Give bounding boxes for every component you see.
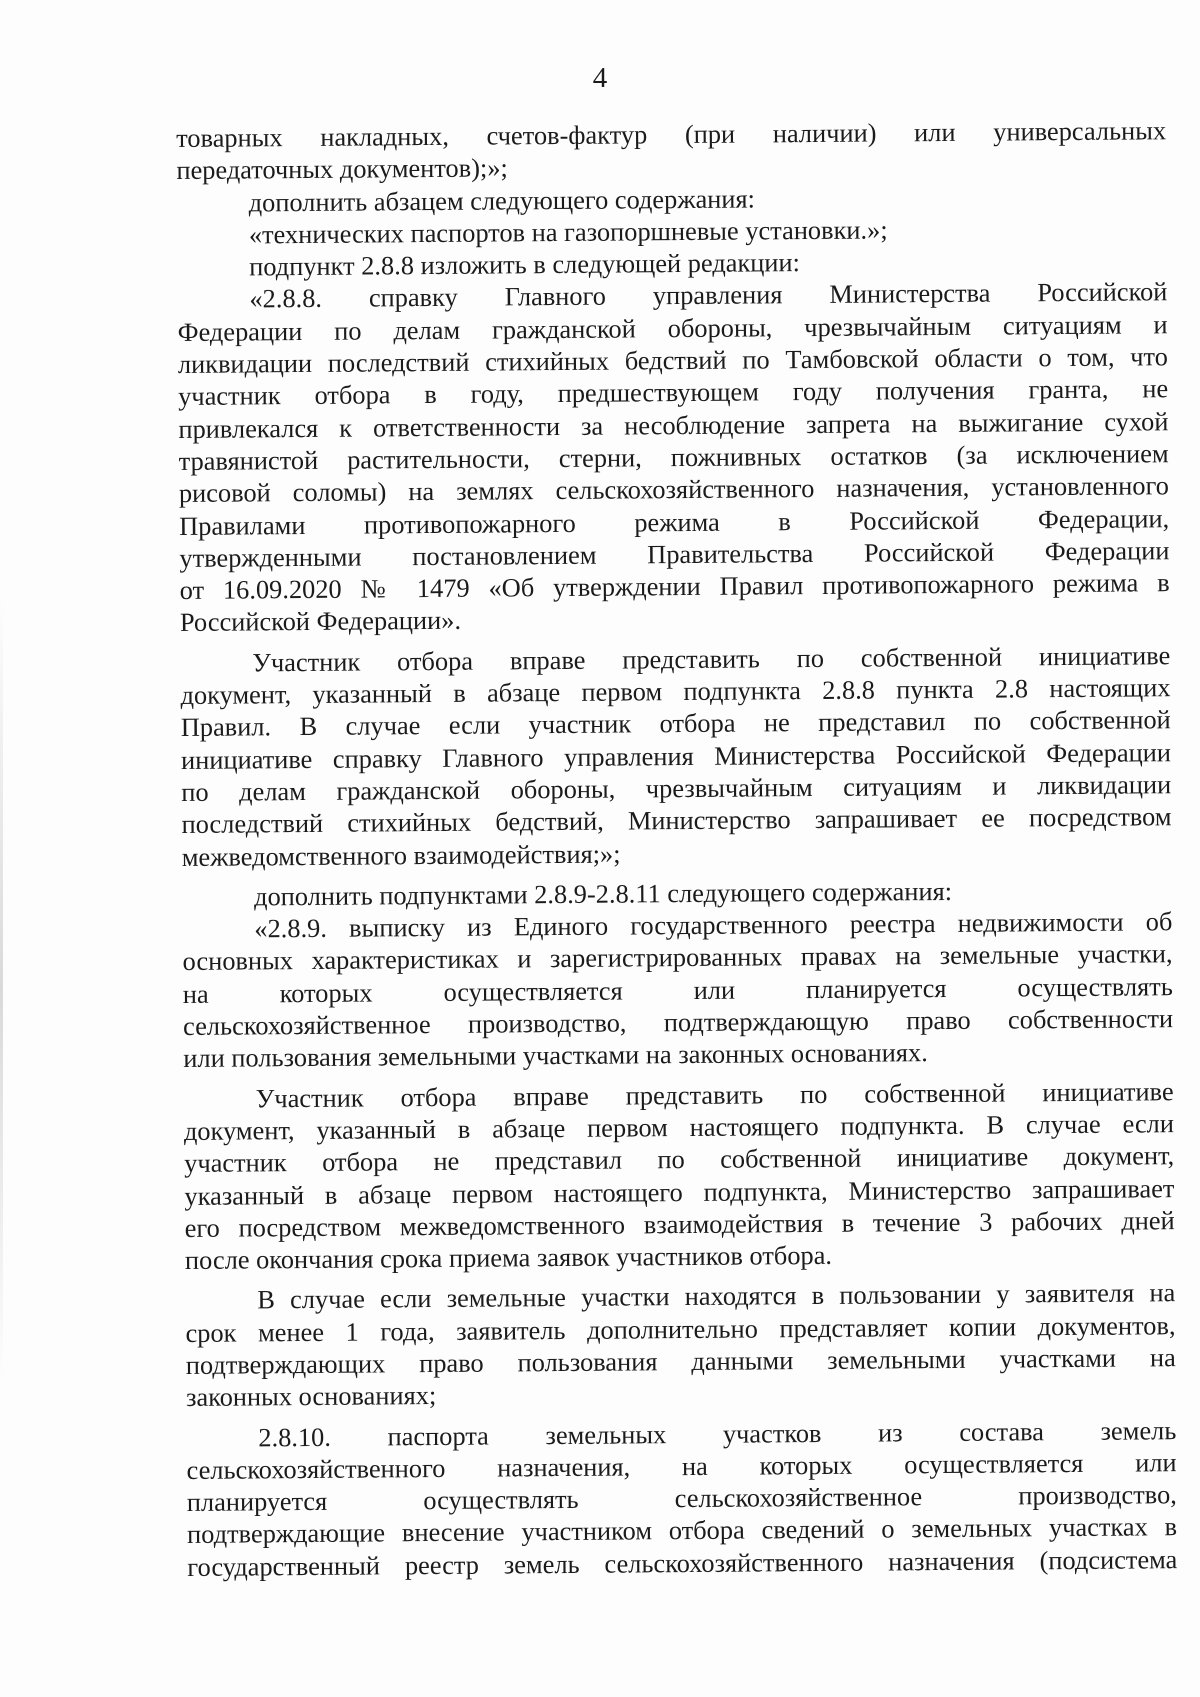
- text-line: 2.8.10. паспорта земельных участков из состава земель: [258, 1414, 1177, 1452]
- text-line: законных основаниях;: [185, 1380, 437, 1413]
- text-line: привлекался к ответственности за несоблюдение запрета на выжигание сухой: [178, 405, 1169, 444]
- text-line: подтверждающих право пользования данными земельными участками на: [185, 1342, 1176, 1380]
- text-line: участник отбора не представил по собственной инициативе документ,: [184, 1140, 1175, 1179]
- text-line: подтверждающие внесение участником отбора сведений о земельных участках в: [186, 1511, 1178, 1550]
- text-line: инициативе справку Главного управления Министерства Российской Федерации: [180, 736, 1172, 775]
- text-line: государственный реестр земель сельскохозяйственного назначения (подсистема: [187, 1543, 1178, 1582]
- text-line: «технических паспортов на газопоршневые установки.»;: [248, 214, 888, 250]
- text-line: Российской Федерации».: [179, 605, 462, 638]
- text-line: Участник отбора вправе представить по собственной инициативе: [255, 1075, 1174, 1114]
- text-line: сельскохозяйственное производство, подтверждающую право собственности: [182, 1003, 1174, 1041]
- scan-edge-shadow: [0, 600, 3, 1380]
- text-line: документ, указанный в абзаце первом подпункта 2.8.8 пункта 2.8 настоящих: [180, 672, 1171, 711]
- text-line: ликвидации последствий стихийных бедствий по Тамбовской области о том, что: [177, 341, 1168, 380]
- page-number: 4: [592, 62, 608, 94]
- text-line: В случае если земельные участки находятся в пользовании у заявителя на: [257, 1277, 1176, 1315]
- text-line: подпункт 2.8.8 изложить в следующей редакции:: [249, 247, 801, 282]
- text-line: его посредством межведомственного взаимодействия в течение 3 рабочих дней: [184, 1204, 1175, 1243]
- text-line: последствий стихийных бедствий, Министерство запрашивает ее посредством: [181, 801, 1172, 840]
- text-line: основных характеристиках и зарегистрированных правах на земельные участки,: [182, 938, 1173, 977]
- text-line: срок менее 1 года, заявитель дополнительно представляет копии документов,: [185, 1309, 1176, 1348]
- text-line: «2.8.8. справку Главного управления Министерства Российской: [249, 276, 1168, 314]
- text-line: товарных накладных, счетов-фактур (при наличии) или универсальных: [176, 115, 1167, 153]
- text-line: по делам гражданской обороны, чрезвычайным ситуациям и ликвидации: [181, 769, 1172, 807]
- text-line: документ, указанный в абзаце первом настоящего подпункта. В случае если: [183, 1108, 1175, 1146]
- text-line: дополнить подпунктами 2.8.9-2.8.11 следующего содержания:: [253, 875, 953, 912]
- text-line: Федерации по делам гражданской обороны, чрезвычайным ситуациям и: [177, 308, 1168, 347]
- text-line: планируется осуществлять сельскохозяйственное производство,: [186, 1479, 1177, 1518]
- text-line: Участник отбора вправе представить по собственной инициативе: [252, 639, 1171, 678]
- text-line: дополнить абзацем следующего содержания:: [248, 183, 756, 218]
- text-line: на которых осуществляется или планируется осуществлять: [182, 970, 1173, 1009]
- text-line: Правил. В случае если участник отбора не представил по собственной: [180, 704, 1171, 743]
- text-line: травянистой растительности, стерни, пожнивных остатков (за исключением: [178, 438, 1169, 476]
- text-line: утвержденными постановлением Правительства Российской Федерации: [179, 535, 1170, 573]
- text-line: или пользования земельными участками на законных основаниях.: [183, 1037, 928, 1074]
- text-line: участник отбора в году, предшествующем году получения гранта, не: [178, 373, 1169, 412]
- document-body: [176, 114, 1177, 1583]
- text-line: от 16.09.2020 № 1479 «Об утверждении Правил противопожарного режима в: [179, 567, 1170, 606]
- text-line: указанный в абзаце первом настоящего подпункта, Министерство запрашивает: [184, 1172, 1175, 1211]
- text-line: межведомственного взаимодействия;»;: [181, 838, 621, 872]
- text-line: рисовой соломы) на землях сельскохозяйственного назначения, установленного: [178, 470, 1170, 509]
- text-line: передаточных документов);»;: [176, 152, 508, 186]
- text-line: «2.8.9. выписку из Единого государственного реестра недвижимости об: [254, 906, 1173, 944]
- text-line: Правилами противопожарного режима в Российской Федерации,: [179, 502, 1170, 541]
- text-line: сельскохозяйственного назначения, на которых осуществляется или: [186, 1447, 1177, 1485]
- text-line: после окончания срока приема заявок участников отбора.: [184, 1239, 833, 1276]
